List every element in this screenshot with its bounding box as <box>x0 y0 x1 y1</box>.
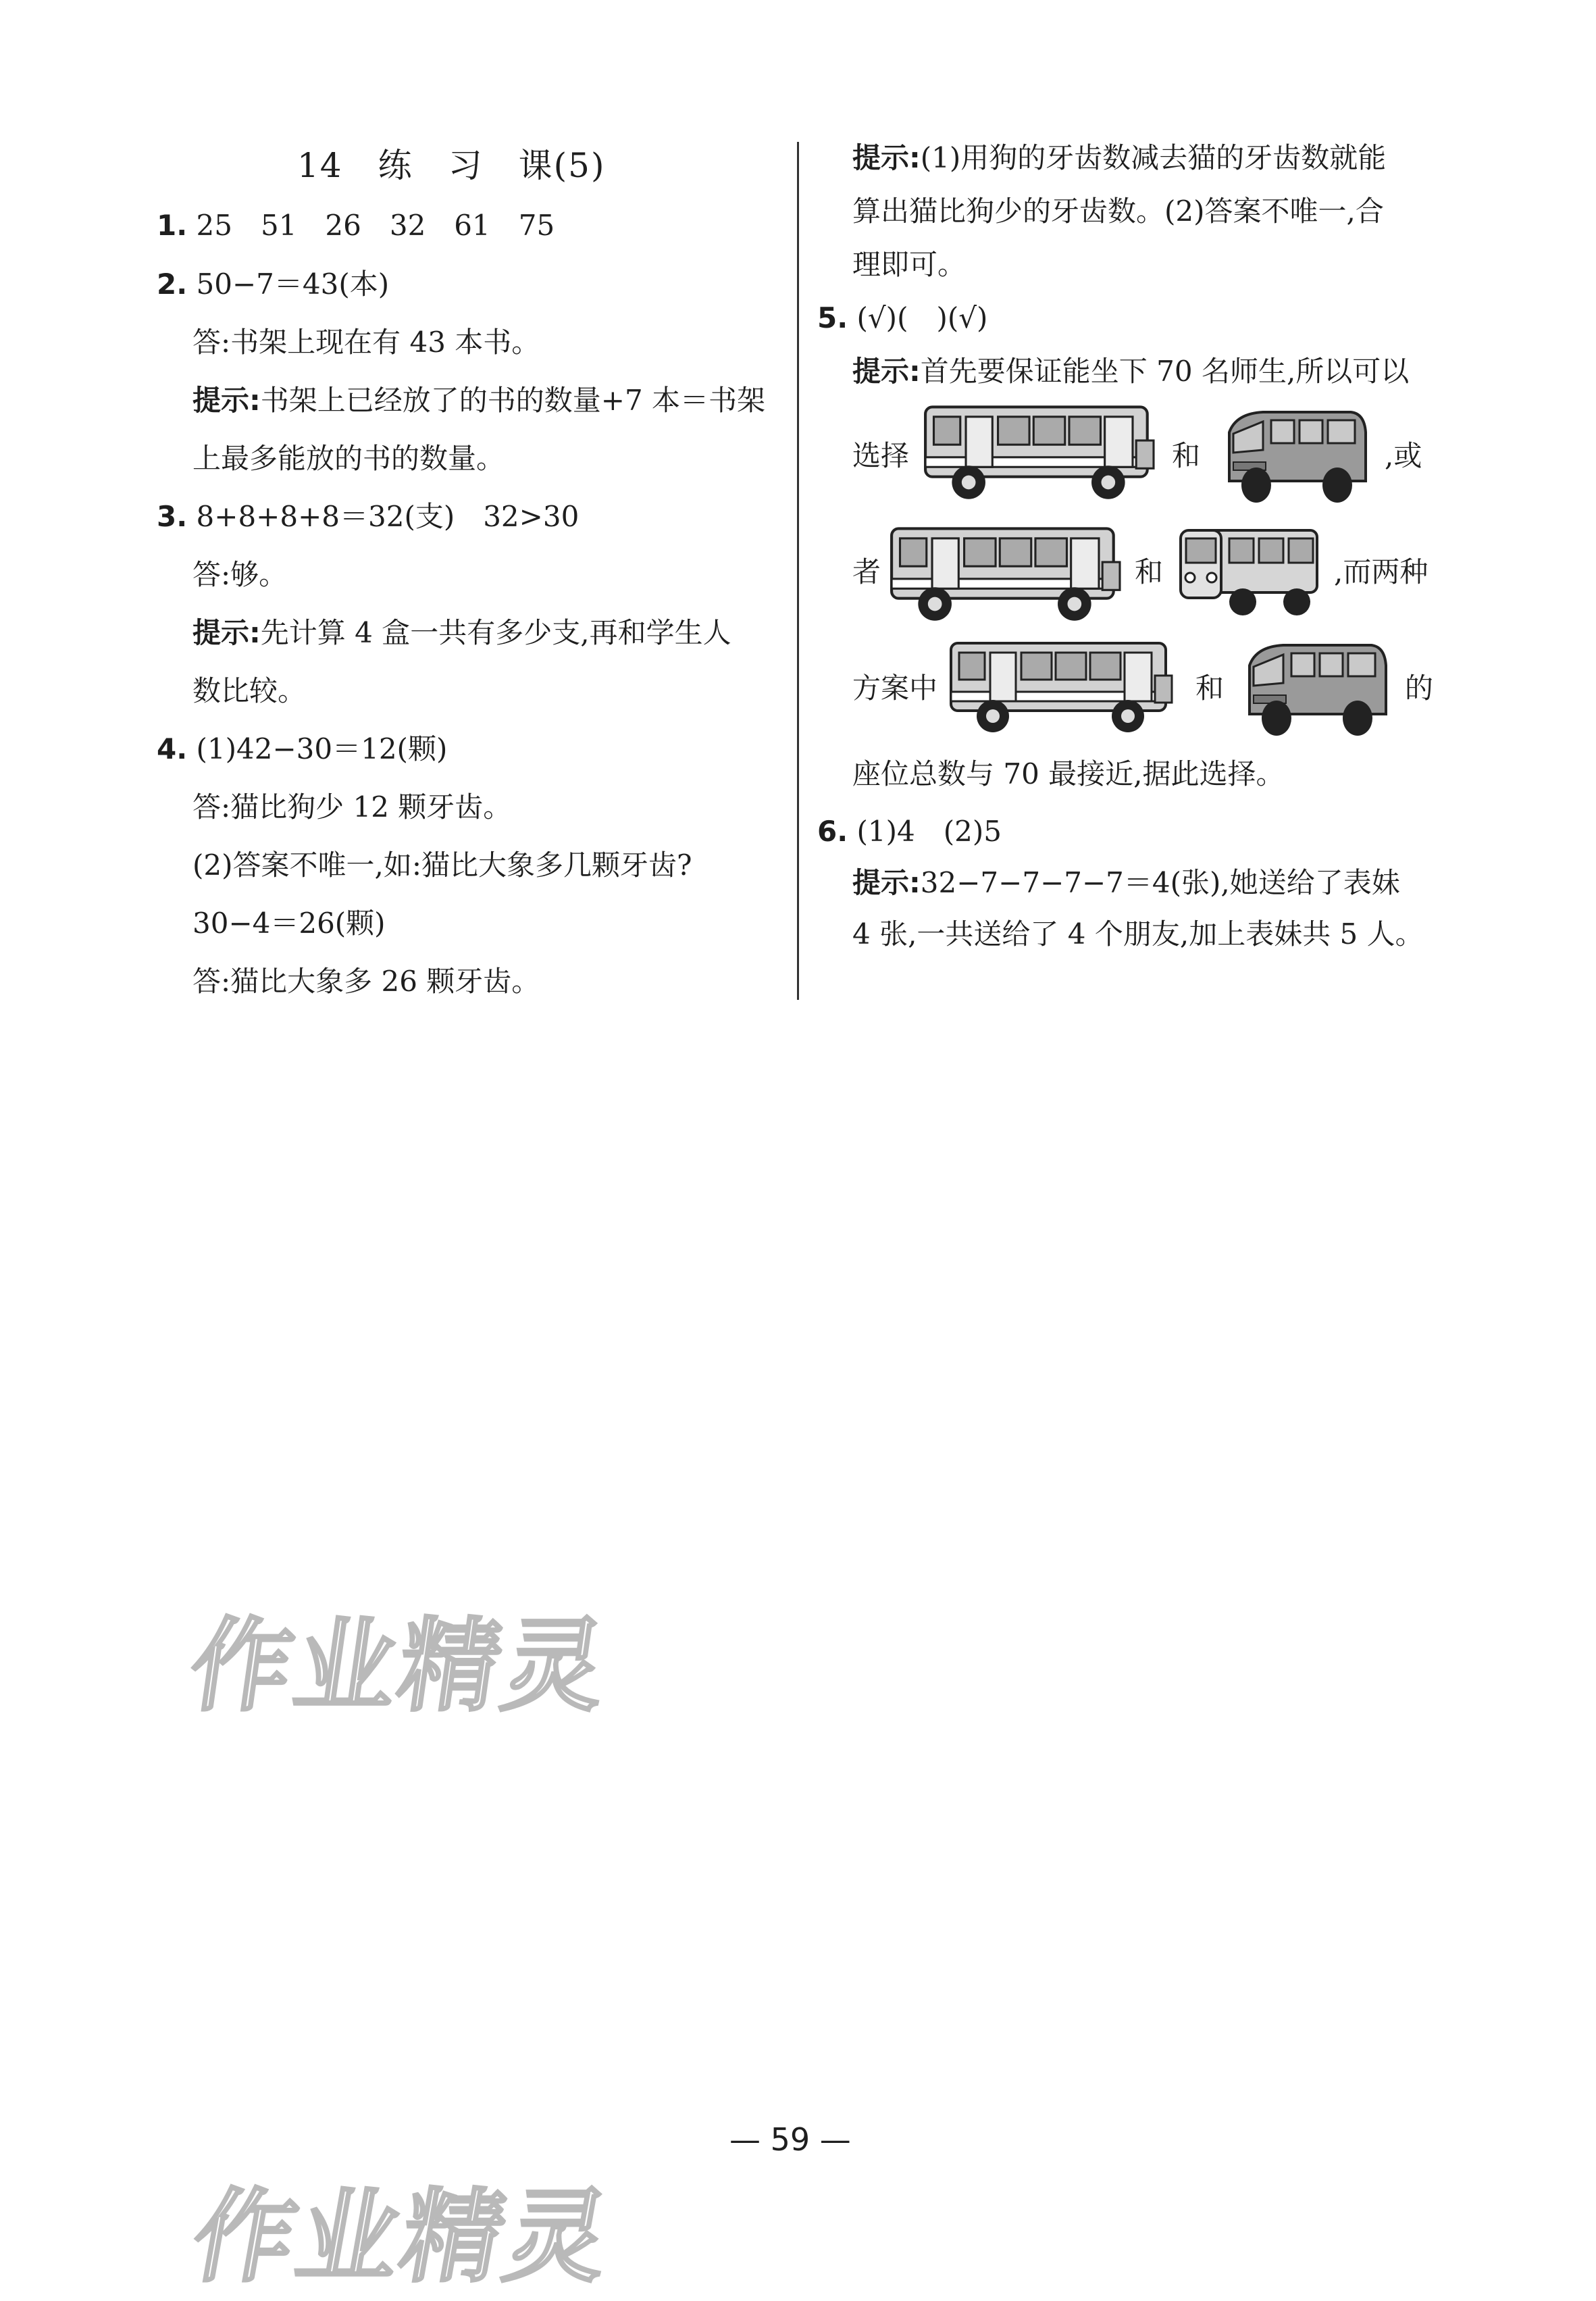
option-text: 选择 <box>852 439 910 472</box>
hint-label: 提示: <box>852 141 921 174</box>
hint-line <box>852 357 1409 386</box>
hint-text: 32−7−7−7−7＝4(张),她送给了表妹 <box>920 866 1400 899</box>
hint-label: 提示: <box>192 616 261 649</box>
hint-line <box>852 141 1387 174</box>
hint-continuation: 理即可。 <box>852 248 967 281</box>
hint-continuation: 4 张,一共送给了 4 个朋友,加上表妹共 5 人。 <box>852 917 1424 951</box>
question-number: 5. <box>817 301 848 334</box>
answer-line: 答:书架上现在有 43 本书。 <box>192 326 540 359</box>
part-2-line: (2)答案不唯一,如:猫比大象多几颗牙齿? <box>192 849 692 882</box>
lesson-title: 14 练 习 课(5) <box>297 146 606 185</box>
hint-text: 书架上已经放了的书的数量+7 本＝书架 <box>260 384 766 417</box>
question-2 <box>157 270 389 299</box>
hint-text: 首先要保证能坐下 70 名师生,所以可以 <box>920 355 1410 388</box>
watermark-logo: 作业精灵 <box>184 2179 621 2296</box>
column-divider <box>797 142 799 1000</box>
watermark-logo: 作业精灵 <box>182 1608 616 1725</box>
minibus-icon <box>1236 638 1391 740</box>
question-1 <box>157 211 555 240</box>
hint-line <box>852 866 1400 899</box>
answer-line: 答:猫比狗少 12 颗牙齿。 <box>192 790 512 824</box>
hint-line <box>192 616 731 649</box>
hint-continuation: 上最多能放的书的数量。 <box>192 442 505 475</box>
hint-continuation: 算出猫比狗少的牙齿数。(2)答案不唯一,合 <box>852 195 1384 228</box>
option-text: 的 <box>1405 672 1434 705</box>
question-number: 3. <box>157 500 188 533</box>
question-number: 2. <box>157 268 188 301</box>
question-6 <box>817 817 1002 846</box>
coach-icon <box>1175 524 1324 625</box>
question-number: 6. <box>817 815 848 848</box>
hint-label: 提示: <box>852 355 921 388</box>
answer-line: 答:够。 <box>192 558 288 591</box>
hint-label: 提示: <box>852 866 921 899</box>
question-4 <box>157 732 448 765</box>
long-bus-icon <box>885 520 1125 625</box>
hint-continuation: 座位总数与 70 最接近,据此选择。 <box>852 757 1285 790</box>
equation-text: 50−7＝43(本) <box>187 268 390 301</box>
question-5 <box>817 301 988 334</box>
answer-line: 答:猫比大象多 26 颗牙齿。 <box>192 965 540 998</box>
answer-text: (1)4 (2)5 <box>848 815 1002 848</box>
long-bus-icon <box>946 635 1175 736</box>
answer-text: 25 51 26 32 61 75 <box>187 209 555 242</box>
question-number: 4. <box>157 732 188 765</box>
option-text: 和 <box>1172 439 1201 472</box>
hint-text: (1)用狗的牙齿数减去猫的牙齿数就能 <box>920 141 1387 174</box>
equation-line: 30−4＝26(颗) <box>192 907 386 940</box>
question-3 <box>157 500 580 533</box>
equation-text: (1)42−30＝12(颗) <box>187 732 448 765</box>
hint-label: 提示: <box>192 384 261 417</box>
hint-continuation: 数比较。 <box>192 674 307 707</box>
question-number: 1. <box>157 209 188 242</box>
option-text: ,或 <box>1385 439 1422 472</box>
equation-text: 8+8+8+8＝32(支) 32>30 <box>187 500 580 533</box>
minibus-icon <box>1216 405 1371 507</box>
option-text: 和 <box>1195 672 1225 705</box>
answer-text: (√)( )(√) <box>848 301 988 334</box>
option-text: ,而两种 <box>1334 555 1428 588</box>
option-text: 和 <box>1135 555 1164 588</box>
long-bus-icon <box>919 399 1158 503</box>
option-text: 方案中 <box>852 672 938 705</box>
hint-text: 先计算 4 盒一共有多少支,再和学生人 <box>260 616 731 649</box>
hint-line <box>192 386 765 415</box>
option-text: 者 <box>852 555 881 588</box>
page-number: — 59 — <box>729 2121 851 2158</box>
